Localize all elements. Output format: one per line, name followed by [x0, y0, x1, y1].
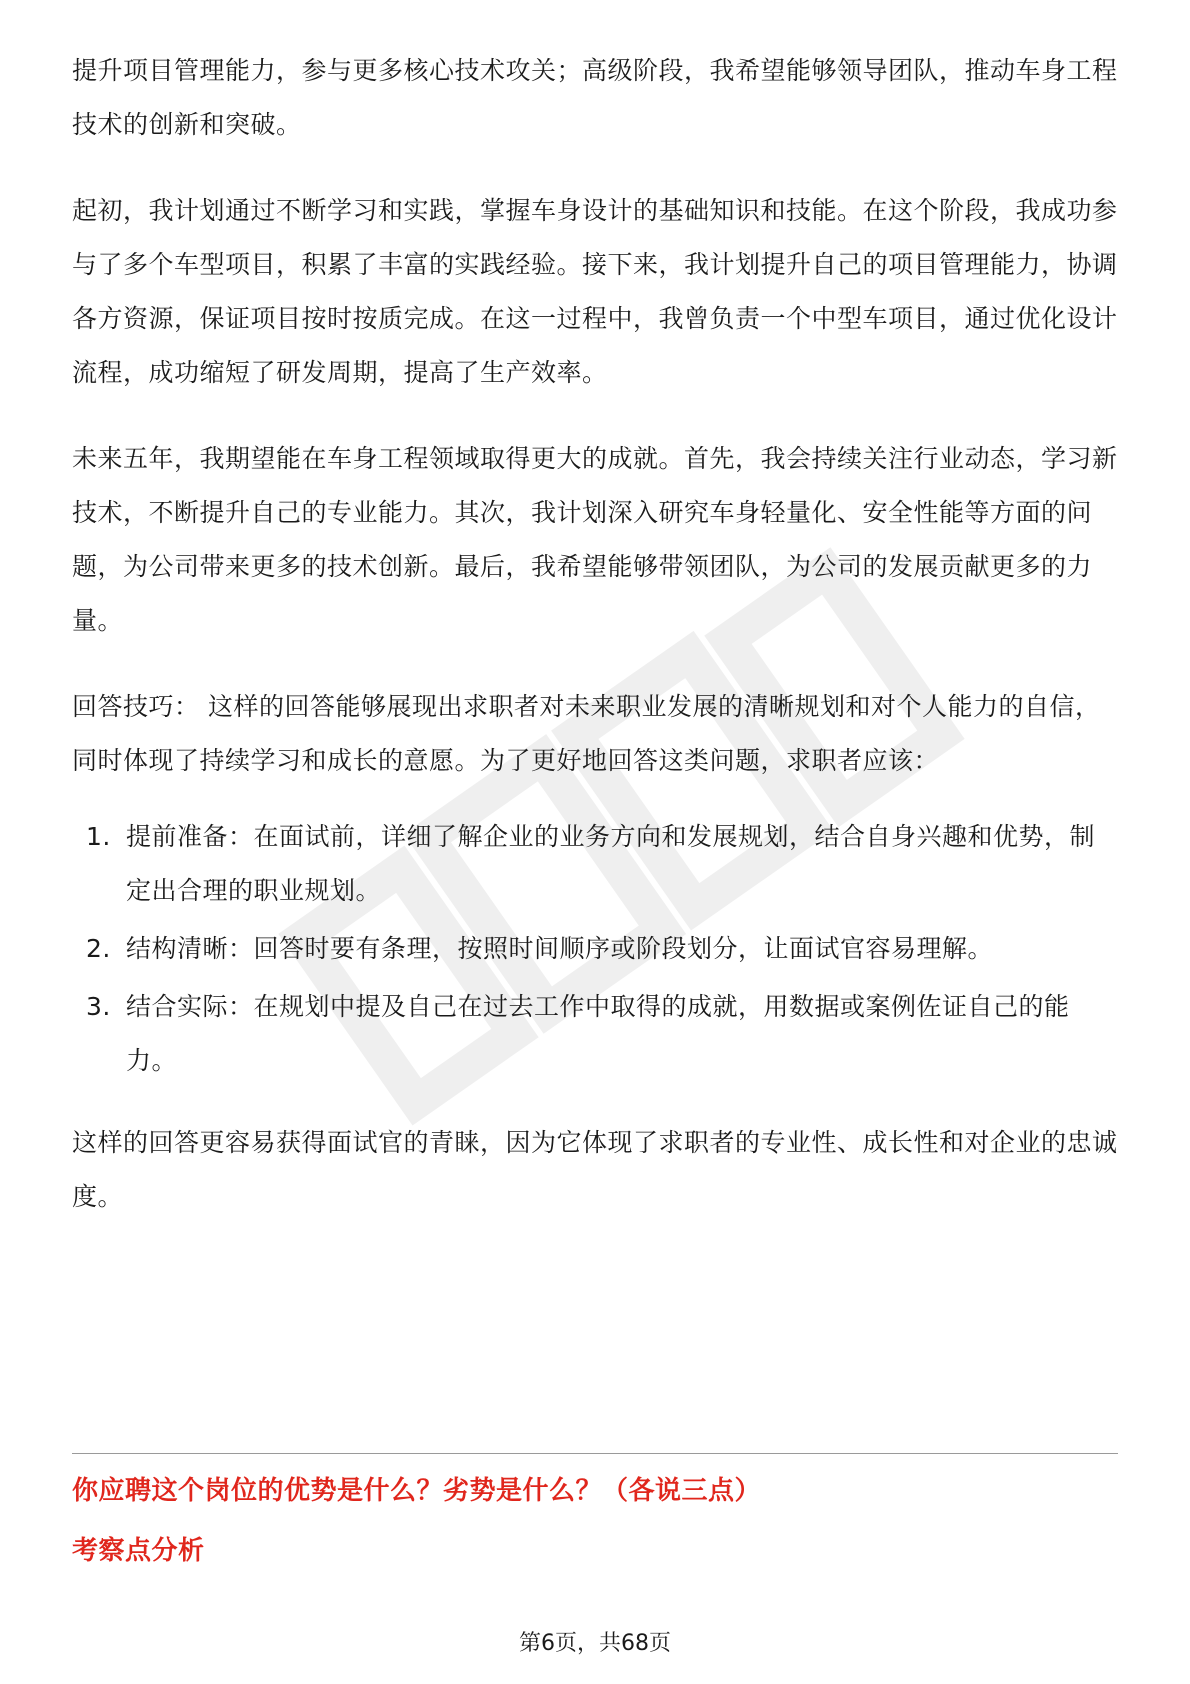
- list-number: 2.: [86, 934, 111, 963]
- list-text: 提前准备：在面试前，详细了解企业的业务方向和发展规划，结合自身兴趣和优势，制定出合理的职业规划。: [126, 822, 1096, 905]
- list-number: 1.: [86, 822, 111, 851]
- next-question-heading: 你应聘这个岗位的优势是什么？劣势是什么？（各说三点）: [72, 1476, 762, 1506]
- paragraph-tips-intro: 回答技巧： 这样的回答能够展现出求职者对未来职业发展的清晰规划和对个人能力的自信，同时体现了持续学习和成长的意愿。为了更好地回答这类问题，求职者应该：: [72, 692, 1101, 775]
- list-text: 结构清晰：回答时要有条理，按照时间顺序或阶段划分，让面试官容易理解。: [126, 934, 994, 963]
- list-item: [72, 810, 1118, 918]
- section-divider: [72, 1453, 1118, 1454]
- paragraph-intro: 提升项目管理能力，参与更多核心技术攻关；高级阶段，我希望能够领导团队，推动车身工程技术的创新和突破。: [72, 56, 1118, 139]
- analysis-heading: 考察点分析: [72, 1536, 205, 1566]
- list-item: [72, 980, 1118, 1088]
- list-text: 结合实际：在规划中提及自己在过去工作中取得的成就，用数据或案例佐证自己的能力。: [126, 992, 1070, 1075]
- paragraph-closing: 这样的回答更容易获得面试官的青睐，因为它体现了求职者的专业性、成长性和对企业的忠诚度。: [72, 1128, 1118, 1211]
- paragraph-future: 未来五年，我期望能在车身工程领域取得更大的成就。首先，我会持续关注行业动态，学习新技术，不断提升自己的专业能力。其次，我计划深入研究车身轻量化、安全性能等方面的问题，为公司带来更多的技术创新。最后，我希望能够带领团队，为公司的发展贡献更多的力量。: [72, 444, 1118, 635]
- list-item: [72, 922, 1118, 976]
- page-footer: 第6页，共68页: [519, 1631, 671, 1656]
- document-body: [72, 44, 1118, 1256]
- paragraph-plan: 起初，我计划通过不断学习和实践，掌握车身设计的基础知识和技能。在这个阶段，我成功参与了多个车型项目，积累了丰富的实践经验。接下来，我计划提升自己的项目管理能力，协调各方资源，保证项目按时按质完成。在这一过程中，我曾负责一个中型车项目，通过优化设计流程，成功缩短了研发周期，提高了生产效率。: [72, 196, 1118, 387]
- tips-list: [72, 810, 1118, 1088]
- list-number: 3.: [86, 992, 111, 1021]
